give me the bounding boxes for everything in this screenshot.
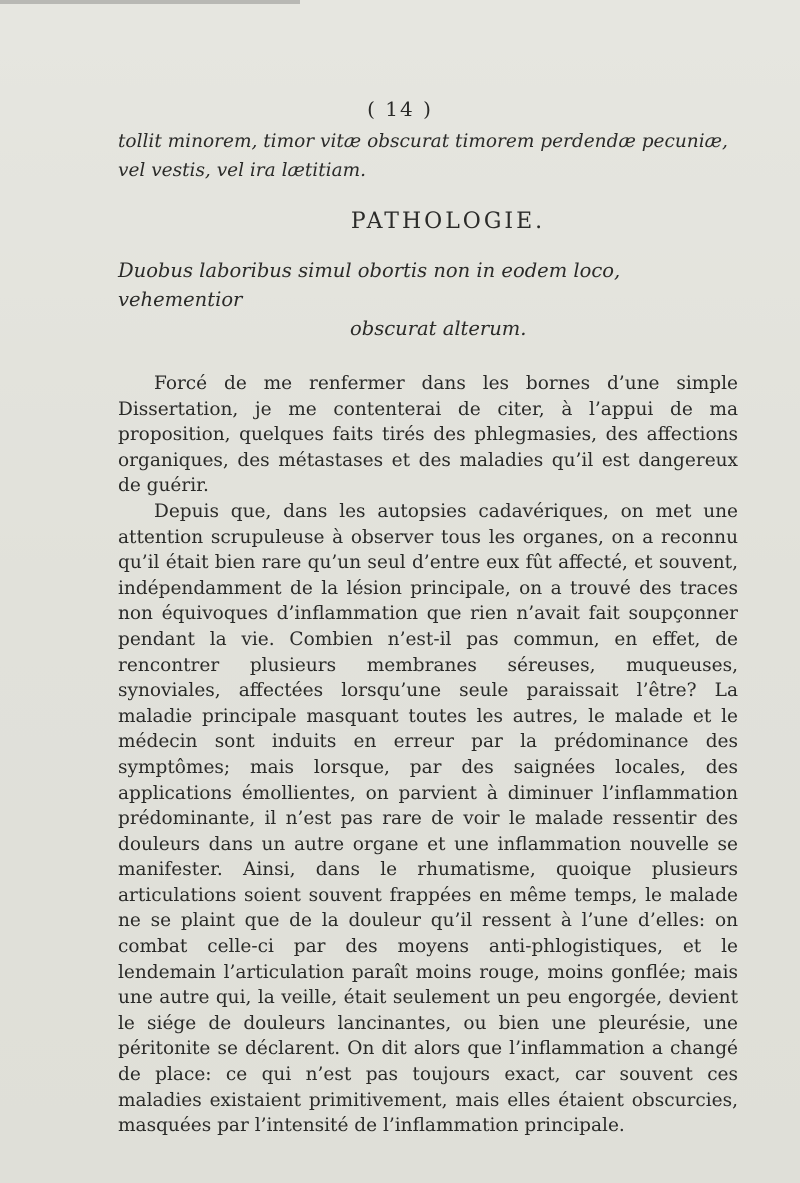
latin-continuation: tollit minorem, timor vitæ obscurat timorem perdendæ pecuniæ, vel vestis, vel ira lætitiam. xyxy=(118,131,728,181)
epigraph xyxy=(118,256,738,343)
page-edge xyxy=(0,0,300,4)
epigraph-line-1: Duobus laboribus simul obortis non in eodem loco, vehementior xyxy=(118,259,621,311)
paragraph-1: Forcé de me renfermer dans les bornes d’une simple Dissertation, je me contenterai de citer, à l’appui de ma proposition, quelques faits tirés des phlegmasies, des affections organiques, des métastases et des maladies qu’il est dangereux de guérir. xyxy=(118,373,738,497)
section-title: PATHOLOGIE. xyxy=(350,209,546,234)
page-number: ( 14 ) xyxy=(367,97,433,121)
epigraph-line-2: obscurat alterum. xyxy=(350,317,527,340)
page-content xyxy=(118,127,738,1139)
paragraph-2: Depuis que, dans les autopsies cadavériques, on met une attention scrupuleuse à observer tous les organes, on a reconnu qu’il était bien rare qu’un seul d’entre eux fût affecté, et souvent, indépendamment de la lésion principale, on a trouvé des traces non équivoques d’inflammation que rien n’avait fait soupçonner pendant la vie. Combien n’est-il pas commun, en effet, de rencontrer plusieurs membranes séreuses, muqueuses, synoviales, affectées lorsqu’une seule paraissait l’être? La maladie principale masquant toutes les autres, le malade et le médecin sont induits en erreur par la prédominance des symptômes; mais lorsque, par des saignées locales, des applications émollientes, on parvient à diminuer l’inflammation prédominante, il n’est pas rare de voir le malade ressentir des douleurs dans un autre organe et une inflammation nouvelle se manifester. Ainsi, dans le rhumatisme, quoique plusieurs articulations soient souvent frappées en même temps, le malade ne se plaint que de la douleur qu’il ressent à l’une d’elles: on combat celle-ci par des moyens anti-phlogistiques, et le lendemain l’articulation paraît moins rouge, moins gonflée; mais une autre qui, la veille, était seulement un peu engorgée, devient le siége de douleurs lancinantes, ou bien une pleurésie, une péritonite se déclarent. On dit alors que l’inflammation a changé de place: ce qui n’est pas toujours exact, car souvent ces maladies existaient primitivement, mais elles étaient obscurcies, masquées par l’intensité de l’inflammation principale. xyxy=(118,500,738,1137)
